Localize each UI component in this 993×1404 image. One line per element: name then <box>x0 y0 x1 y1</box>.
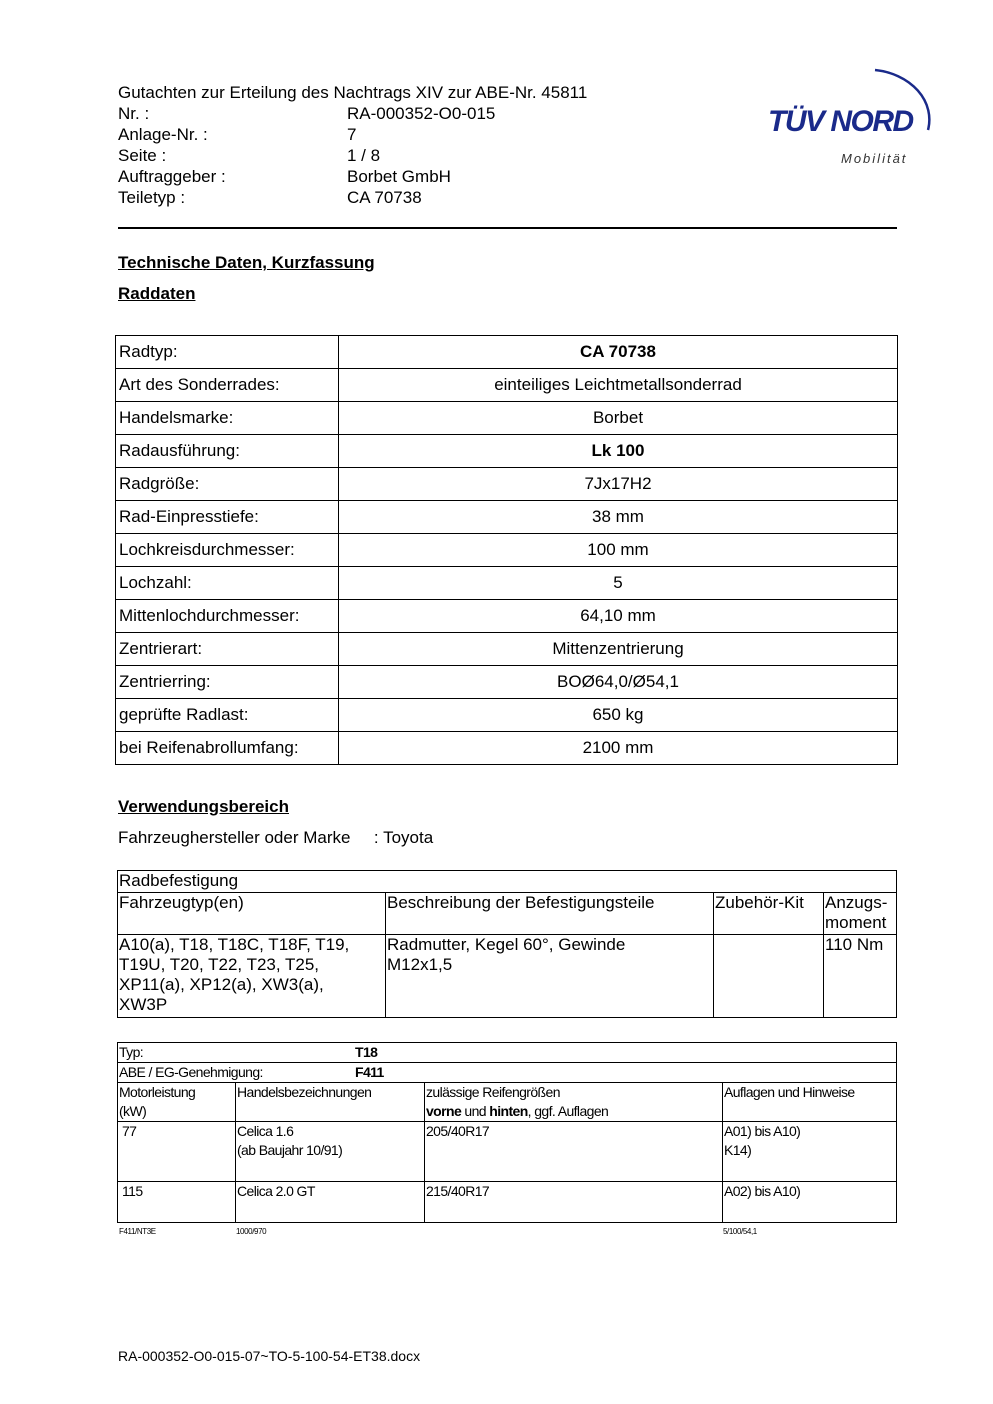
notes-cell: A01) bis A10) K14) <box>723 1122 897 1182</box>
wheel-data-table <box>115 335 898 765</box>
fixing-types: A10(a), T18, T18C, T18F, T19, T19U, T20, T22, T23, T25, XP11(a), XP12(a), XW3(a), XW3P <box>118 935 386 1018</box>
abe-label: ABE / EG-Genehmigung: <box>119 1064 263 1080</box>
table-row <box>118 1122 897 1182</box>
header-value: Borbet GmbH <box>347 167 451 186</box>
table-row <box>116 402 898 435</box>
type-label: Typ: <box>119 1044 144 1060</box>
table-row <box>116 699 898 732</box>
wheel-value: Borbet <box>339 402 898 435</box>
wheel-label: Radausführung: <box>116 435 339 468</box>
fixing-kit <box>714 935 824 1018</box>
fixing-description: Radmutter, Kegel 60°, Gewinde M12x1,5 <box>386 935 714 1018</box>
header-label: Nr. : <box>118 104 150 123</box>
tyres-cell: 205/40R17 <box>425 1122 723 1182</box>
table-row <box>118 1063 897 1083</box>
header-value: 7 <box>347 125 357 144</box>
note-code: 5/100/54,1 <box>723 1227 757 1236</box>
fixing-header: Beschreibung der Befestigungsteile <box>386 893 714 935</box>
section-wheel: Raddaten <box>118 284 196 303</box>
wheel-value: 5 <box>339 567 898 600</box>
wheel-value: einteiliges Leichtmetallsonderrad <box>339 369 898 402</box>
tyres-header-front: vorne <box>426 1103 462 1119</box>
logo-subtitle: Mobilität <box>841 151 908 166</box>
tuv-nord-logo <box>760 58 945 173</box>
table-row <box>118 1083 897 1122</box>
wheel-value: BOØ64,0/Ø54,1 <box>339 666 898 699</box>
wheel-value: 7Jx17H2 <box>339 468 898 501</box>
note-code: F411/NT3E <box>119 1227 156 1236</box>
table-row <box>118 893 897 935</box>
header-row-anlage <box>0 124 700 145</box>
wheel-value: 650 kg <box>339 699 898 732</box>
wheel-label: geprüfte Radlast: <box>116 699 339 732</box>
table-row <box>118 935 897 1018</box>
document-title: Gutachten zur Erteilung des Nachtrags XIV zur ABE-Nr. 45811 <box>118 83 588 102</box>
table-row <box>116 501 898 534</box>
section-usage: Verwendungsbereich <box>118 797 289 816</box>
header-row-auftraggeber <box>0 166 700 187</box>
note-code: 1000/970 <box>236 1227 267 1236</box>
wheel-label: Lochzahl: <box>116 567 339 600</box>
table-row <box>116 435 898 468</box>
header-row-teiletyp <box>0 187 700 208</box>
wheel-fixing-table <box>117 870 897 1018</box>
fixing-torque: 110 Nm <box>824 935 897 1018</box>
header-divider <box>118 227 897 229</box>
abe-row <box>118 1063 897 1083</box>
table-row <box>116 600 898 633</box>
header-row-nr <box>0 103 700 124</box>
wheel-value: 64,10 mm <box>339 600 898 633</box>
header-label: Auftraggeber : <box>118 167 226 186</box>
type-approval-table <box>117 1042 897 1223</box>
header-value: 1 / 8 <box>347 146 381 165</box>
table-row <box>116 336 898 369</box>
col-header-tyres <box>425 1083 723 1122</box>
tyres-cell: 215/40R17 <box>425 1182 723 1223</box>
header-label: Teiletyp : <box>118 188 186 207</box>
header-label: Seite : <box>118 146 167 165</box>
table-row <box>116 468 898 501</box>
tyres-header-and: und <box>461 1103 490 1119</box>
wheel-value: 2100 mm <box>339 732 898 765</box>
fixing-header: Fahrzeugtyp(en) <box>118 893 386 935</box>
wheel-label: Rad-Einpresstiefe: <box>116 501 339 534</box>
header-value: CA 70738 <box>347 188 422 207</box>
header-value: RA-000352-O0-015 <box>347 104 496 123</box>
footer-filename: RA-000352-O0-015-07~TO-5-100-54-ET38.docx <box>118 1348 421 1364</box>
fixing-title: Radbefestigung <box>118 871 897 893</box>
fixing-header: Zubehör-Kit <box>714 893 824 935</box>
wheel-label: bei Reifenabrollumfang: <box>116 732 339 765</box>
logo-name: TÜV NORD <box>768 105 913 138</box>
wheel-value: Lk 100 <box>339 435 898 468</box>
section-technical: Technische Daten, Kurzfassung <box>118 253 375 272</box>
col-header-power: Motorleistung (kW) <box>118 1083 236 1122</box>
table-row <box>116 732 898 765</box>
wheel-label: Zentrierring: <box>116 666 339 699</box>
manufacturer-separator: : <box>373 828 379 847</box>
power-cell: 115 <box>118 1182 236 1223</box>
table-row <box>116 369 898 402</box>
wheel-label: Handelsmarke: <box>116 402 339 435</box>
col-header-names: Handelsbezeichnungen <box>236 1083 425 1122</box>
table-row <box>118 1043 897 1063</box>
fixing-header: Anzugs- moment <box>824 893 897 935</box>
power-cell: 77 <box>118 1122 236 1182</box>
wheel-value: Mittenzentrierung <box>339 633 898 666</box>
wheel-label: Mittenlochdurchmesser: <box>116 600 339 633</box>
tyres-header-line1: zulässige Reifengrößen <box>426 1084 560 1100</box>
wheel-value: CA 70738 <box>339 336 898 369</box>
tyres-header-rest: , ggf. Auflagen <box>527 1103 609 1119</box>
wheel-label: Zentrierart: <box>116 633 339 666</box>
manufacturer-label: Fahrzeughersteller oder Marke <box>118 828 351 847</box>
name-cell: Celica 2.0 GT <box>236 1182 425 1223</box>
wheel-label: Art des Sonderrades: <box>116 369 339 402</box>
table-row <box>116 567 898 600</box>
wheel-value: 100 mm <box>339 534 898 567</box>
col-header-notes: Auflagen und Hinweise <box>723 1083 897 1122</box>
table-row <box>118 1182 897 1223</box>
type-value: T18 <box>355 1044 378 1060</box>
name-cell: Celica 1.6 (ab Baujahr 10/91) <box>236 1122 425 1182</box>
notes-cell: A02) bis A10) <box>723 1182 897 1223</box>
type-row <box>118 1043 897 1063</box>
table-row <box>118 871 897 893</box>
wheel-label: Lochkreisdurchmesser: <box>116 534 339 567</box>
manufacturer-value: Toyota <box>383 828 434 847</box>
tyres-header-rear: hinten <box>489 1103 528 1119</box>
table-row <box>116 666 898 699</box>
wheel-label: Radtyp: <box>116 336 339 369</box>
abe-value: F411 <box>355 1064 384 1080</box>
wheel-value: 38 mm <box>339 501 898 534</box>
manufacturer-line <box>118 828 433 848</box>
header-row-seite <box>0 145 700 166</box>
wheel-label: Radgröße: <box>116 468 339 501</box>
table-row <box>116 534 898 567</box>
table-row <box>116 633 898 666</box>
header-label: Anlage-Nr. : <box>118 125 208 144</box>
